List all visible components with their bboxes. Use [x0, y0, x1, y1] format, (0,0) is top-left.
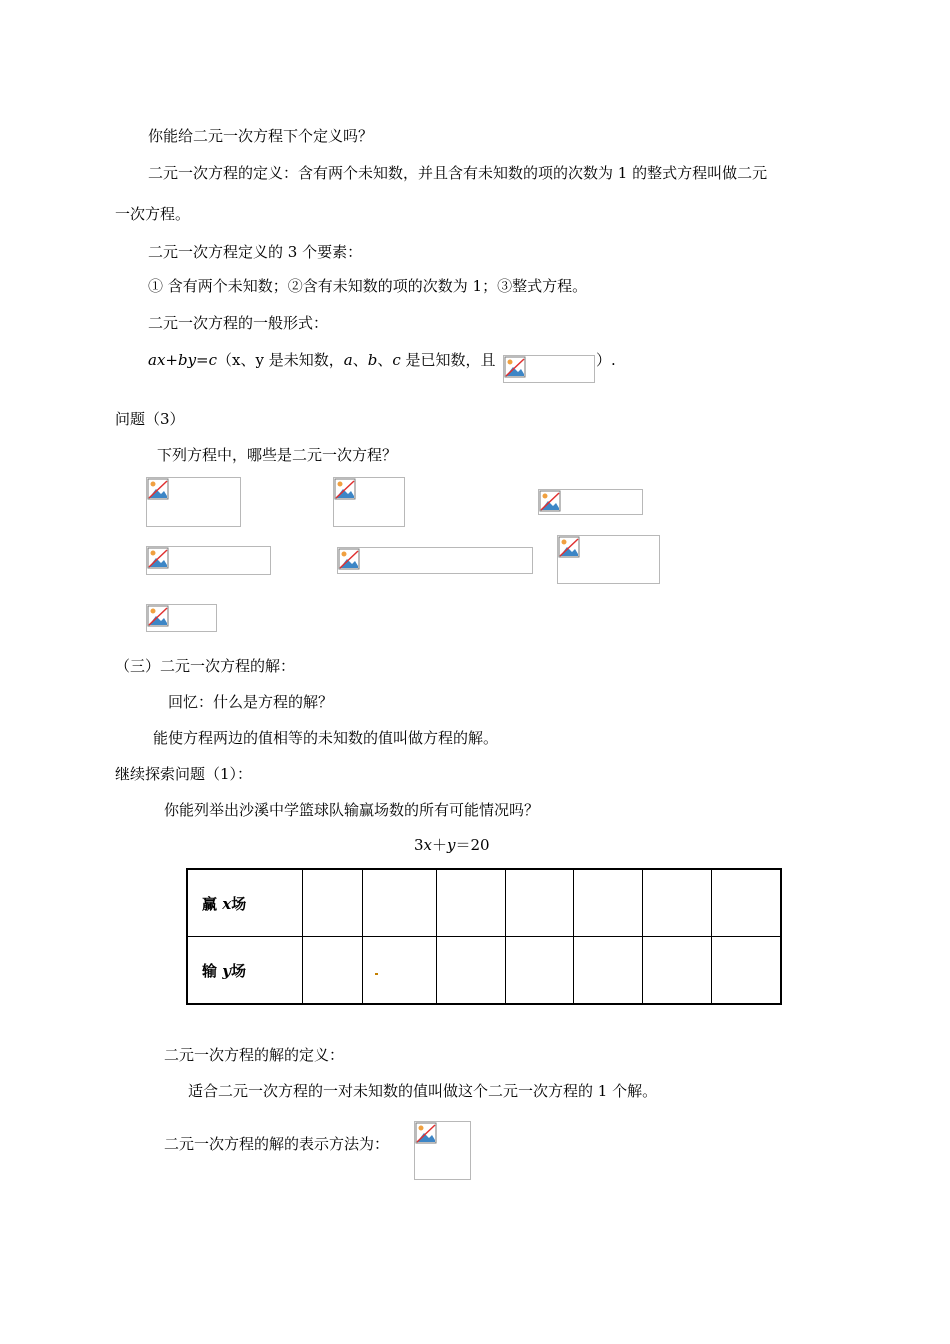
section-3-title: （三）二元一次方程的解：: [115, 657, 296, 675]
row-header-wins: 赢 x场: [187, 869, 303, 937]
win-loss-table: [186, 868, 782, 1005]
definition-line-2: 一次方程。: [115, 205, 191, 223]
general-form-formula: ax+by=c: [148, 351, 218, 369]
recall-question: 回忆：什么是方程的解？: [168, 693, 334, 711]
table-cell[interactable]: [363, 869, 437, 937]
table-cell[interactable]: [643, 937, 712, 1005]
table-cell[interactable]: [506, 869, 574, 937]
solution-def-title: 二元一次方程的解的定义：: [164, 1046, 345, 1064]
table-cell[interactable]: [643, 869, 712, 937]
table-cell[interactable]: [303, 937, 363, 1005]
continue-title: 继续探索问题（1）：: [115, 765, 253, 783]
question-3-title: 问题（3）: [115, 410, 185, 428]
table-cell[interactable]: [712, 937, 782, 1005]
broken-image-icon: [503, 355, 595, 383]
broken-image-icon: [333, 477, 405, 527]
table-cell[interactable]: [574, 869, 643, 937]
broken-image-icon: [414, 1121, 471, 1180]
table-cell[interactable]: [303, 869, 363, 937]
table-row: [187, 869, 781, 937]
table-cell[interactable]: [437, 869, 506, 937]
table-cell[interactable]: [712, 869, 782, 937]
continue-prompt: 你能列举出沙溪中学篮球队输赢场数的所有可能情况吗？: [164, 801, 540, 819]
elements-list: ① 含有两个未知数；②含有未知数的项的次数为 1；③整式方程。: [148, 277, 588, 295]
general-form-title: 二元一次方程的一般形式：: [148, 314, 329, 332]
row-header-losses: 输 y场: [187, 937, 303, 1005]
equation: 3x＋y＝20: [414, 836, 490, 854]
question-3-prompt: 下列方程中，哪些是二元一次方程？: [157, 446, 398, 464]
broken-image-icon: [146, 604, 217, 632]
table-cell[interactable]: [506, 937, 574, 1005]
broken-image-icon: [337, 547, 533, 574]
broken-image-icon: [538, 489, 643, 515]
solution-repr: 二元一次方程的解的表示方法为：: [164, 1135, 390, 1153]
solution-def: 适合二元一次方程的一对未知数的值叫做这个二元一次方程的 1 个解。: [188, 1082, 658, 1100]
broken-image-icon: [146, 477, 241, 527]
table-cell[interactable]: [437, 937, 506, 1005]
stray-mark: [375, 973, 378, 975]
table-row: [187, 937, 781, 1005]
table-cell[interactable]: [363, 937, 437, 1005]
question-define: 你能给二元一次方程下个定义吗？: [148, 127, 374, 145]
general-form-close: ）.: [596, 351, 616, 369]
recall-answer: 能使方程两边的值相等的未知数的值叫做方程的解。: [153, 729, 499, 747]
table-cell[interactable]: [574, 937, 643, 1005]
definition-line-1: 二元一次方程的定义：含有两个未知数，并且含有未知数的项的次数为 1 的整式方程叫做二元: [148, 164, 768, 182]
general-form-line: ax+by=c（x、y 是未知数，a、b、c 是已知数，且: [148, 351, 496, 369]
elements-title: 二元一次方程定义的 3 个要素：: [148, 243, 363, 261]
broken-image-icon: [557, 535, 660, 584]
broken-image-icon: [146, 546, 271, 575]
